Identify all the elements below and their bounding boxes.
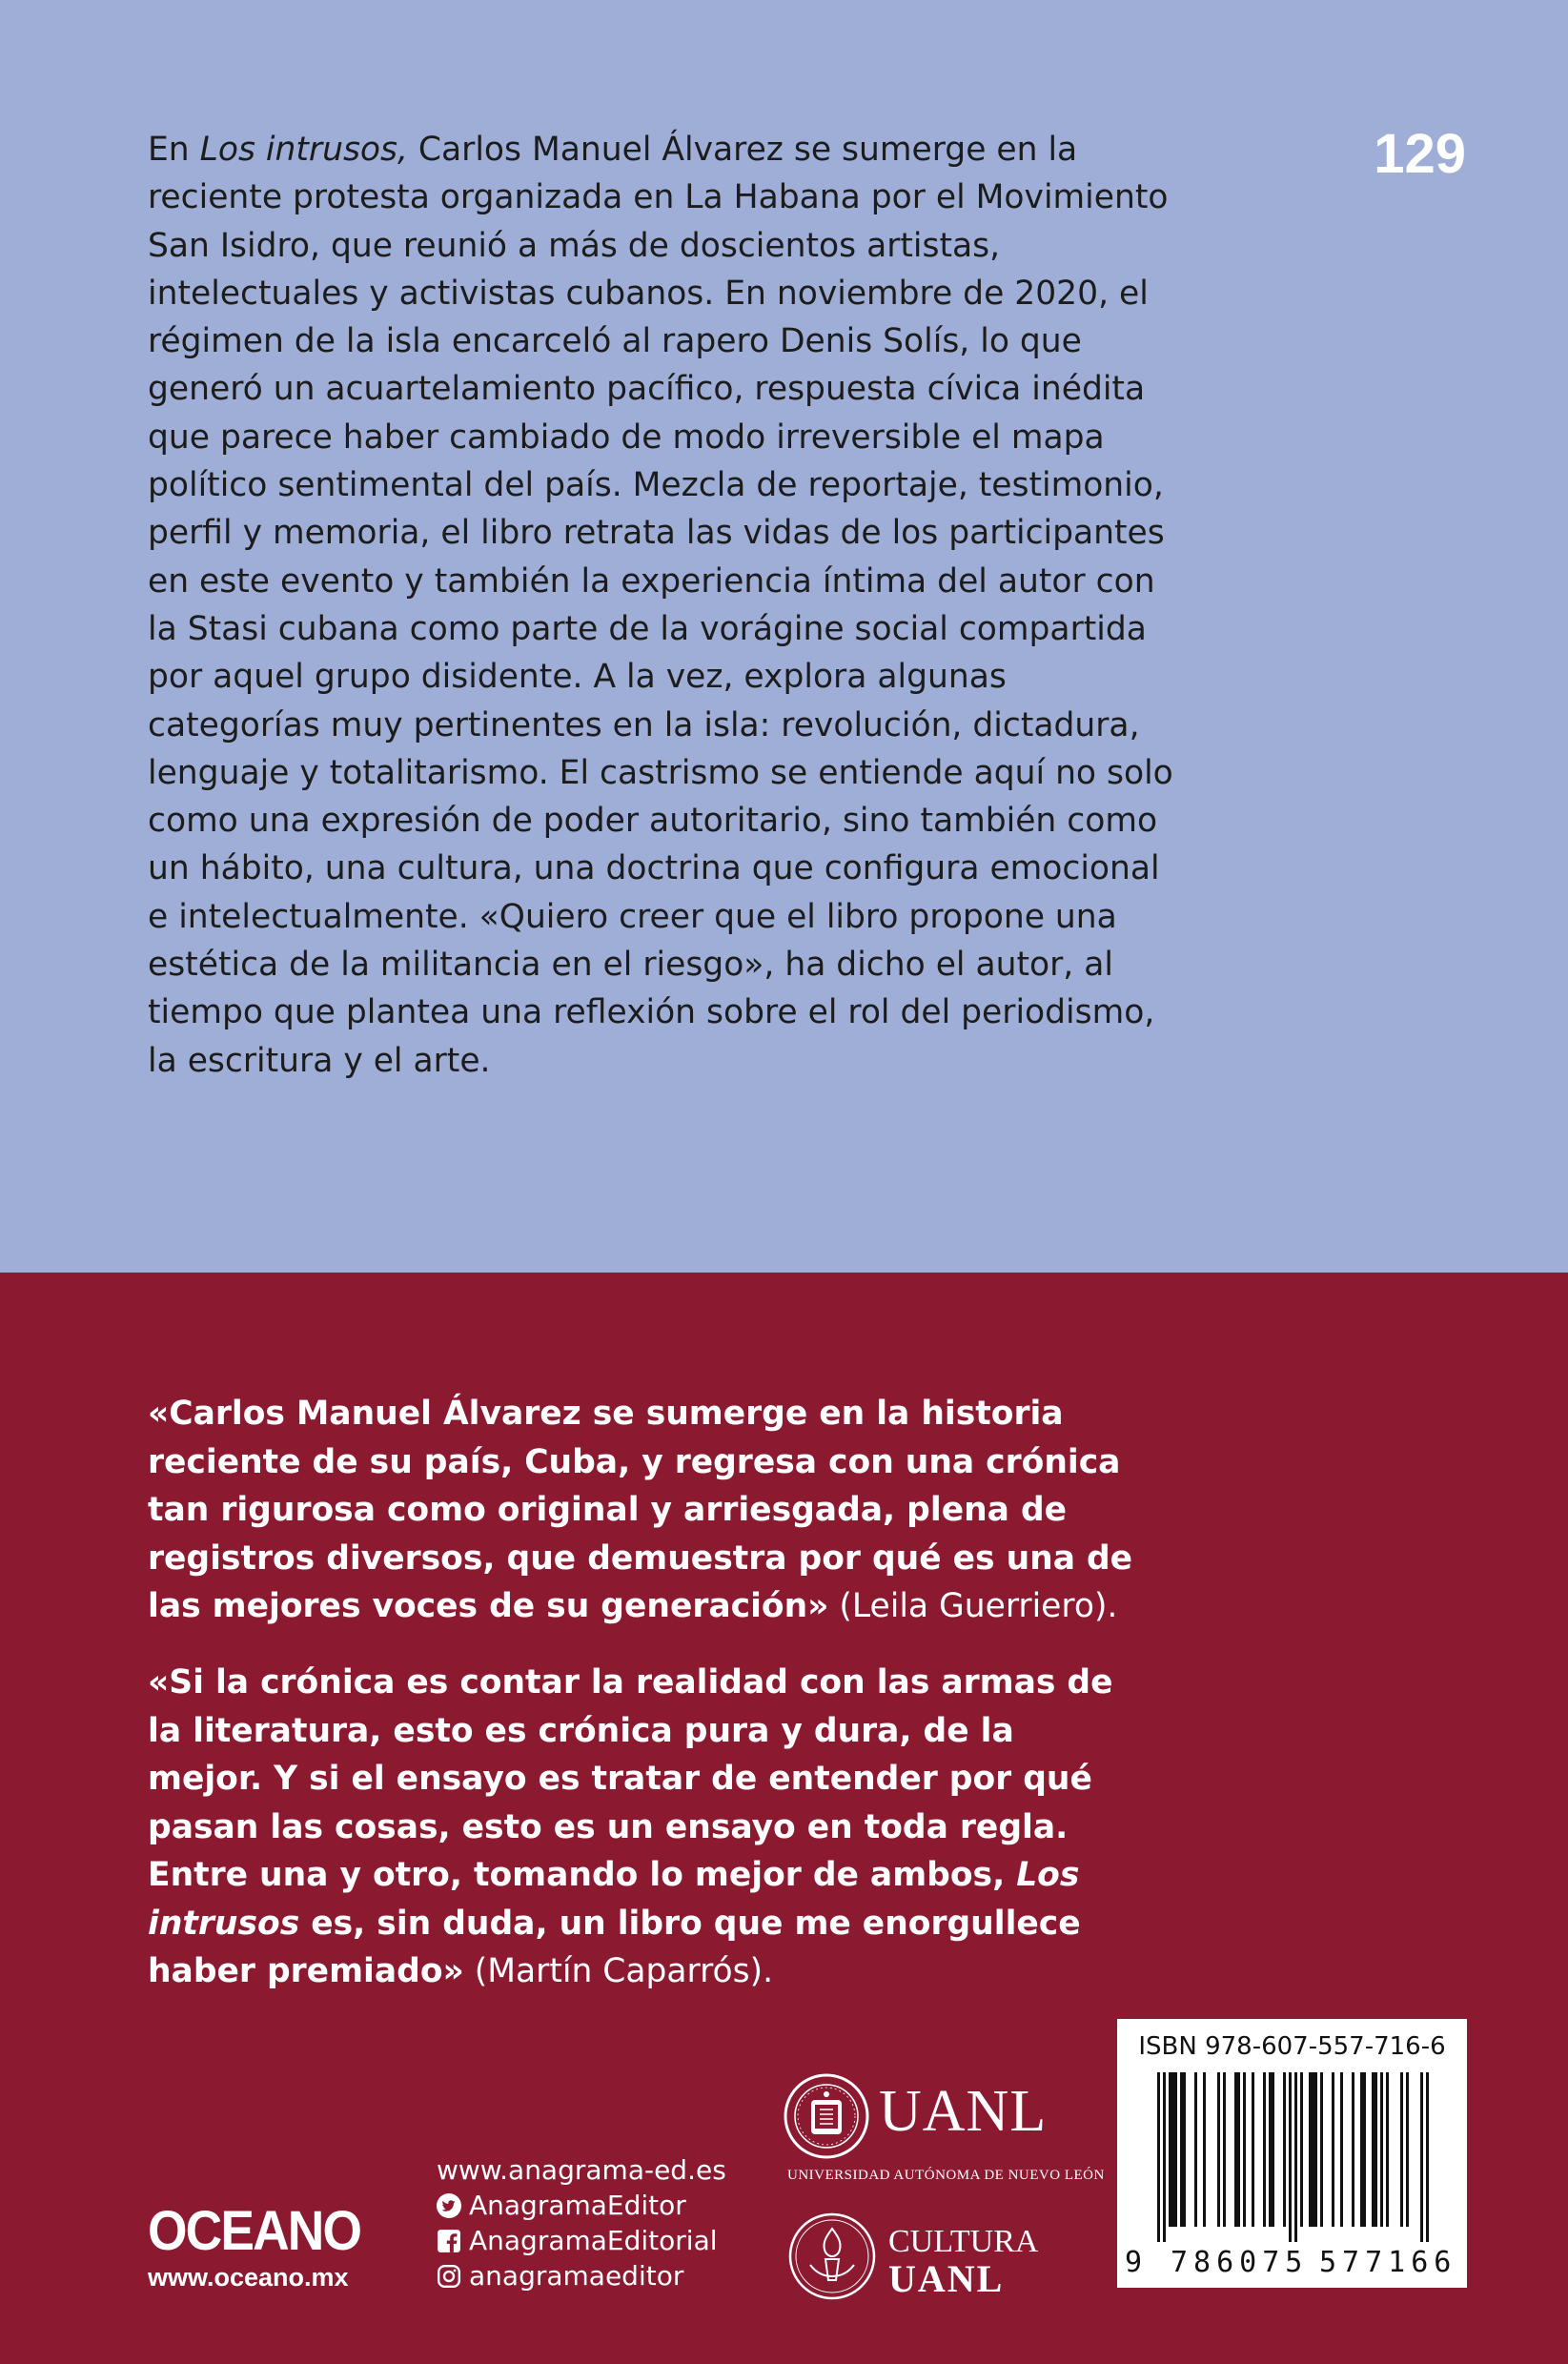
- barcode-bar: [1360, 2072, 1363, 2227]
- quote-text: «Si la crónica es contar la realidad con las armas de la literatura, esto es crónica pura y dura, de la mejor. Y si el ensayo es tratar de entender por qué pasan las cosas, esto es un ensayo en toda regla. Entre una y otro, tomando lo mejor de ambos,: [148, 1663, 1113, 1894]
- synopsis-paragraph: [148, 126, 1177, 1085]
- facebook-icon: [437, 2229, 461, 2253]
- quote-text-end: es, sin duda, un libro que me enorgullece haber premiado»: [148, 1904, 1081, 1990]
- barcode-digits-left: 786075: [1171, 2246, 1309, 2279]
- cultura-word: CULTURA: [888, 2224, 1039, 2259]
- barcode-bar: [1352, 2072, 1354, 2227]
- facebook-link[interactable]: AnagramaEditorial: [437, 2223, 726, 2258]
- website-link[interactable]: www.anagrama-ed.es: [437, 2154, 726, 2186]
- synopsis-lead: En: [148, 131, 200, 169]
- barcode: [1129, 2072, 1456, 2246]
- barcode-bar: [1174, 2072, 1177, 2227]
- barcode-bar: [1269, 2072, 1272, 2227]
- twitter-link[interactable]: AnagramaEditor: [437, 2188, 726, 2223]
- barcode-bar: [1237, 2072, 1240, 2227]
- barcode-guard-bar: [1294, 2072, 1297, 2242]
- barcode-bar: [1386, 2072, 1389, 2227]
- barcode-bar: [1217, 2072, 1220, 2227]
- review-quote-guerriero: [148, 1390, 1139, 1631]
- instagram-link[interactable]: anagramaeditor: [437, 2258, 726, 2293]
- barcode-digit-first: 9: [1125, 2246, 1143, 2279]
- barcode-bar: [1194, 2072, 1197, 2227]
- isbn-label: ISBN 978-607-557-716-6: [1138, 2032, 1446, 2061]
- quote-book-title: Los intrusos: [148, 1856, 1080, 1943]
- barcode-bar: [1300, 2072, 1303, 2227]
- synopsis-body: Carlos Manuel Álvarez se sumerge en la reciente protesta organizada en La Habana por el Movimiento San Isidro, que reunió a más de doscientos artistas, intelectuales y activistas cubanos. En noviembre de 2020, el régimen de la isla encarceló al rapero Denis Solís, lo que generó un acuartelamiento pacífico, respuesta cívica inédita que parece haber cambiado de modo irreversible el mapa político sentimental del país. Mezcla de reportaje, testimonio, perfil y memoria, el libro retrata las vidas de los participantes en este evento y también la experiencia íntima del autor con la Stasi cubana como parte de la vorágine social compartida por aquel grupo disidente. A la vez, explora algunas categorías muy pertinentes en la isla: revolución, dictadura, lenguaje y totalitarismo. El castrismo se entiende aquí no solo como una expresión de poder autoritario, sino también como un hábito, una cultura, una doctrina que configura emocional e intelectualmente. «Quiero creer que el libro propone una estética de la militancia en el riesgo», ha dicho el autor, al tiempo que plantea una reflexión sobre el rol del periodismo, la escritura y el arte.: [148, 131, 1173, 1080]
- barcode-bar: [1309, 2072, 1312, 2227]
- barcode-bar: [1234, 2072, 1237, 2227]
- review-quote-caparros: [148, 1659, 1139, 1996]
- series-number: 129: [1374, 123, 1466, 185]
- barcode-bar: [1400, 2072, 1403, 2227]
- barcode-bar: [1171, 2072, 1174, 2227]
- barcode-bar: [1272, 2072, 1274, 2227]
- barcode-bar: [1363, 2072, 1366, 2227]
- barcode-bar: [1203, 2072, 1206, 2227]
- quote-attribution: (Leila Guerriero).: [828, 1587, 1118, 1625]
- barcode-bar: [1183, 2072, 1186, 2227]
- uanl-seal-icon: [784, 2073, 869, 2159]
- barcode-bar: [1180, 2072, 1183, 2227]
- oceano-logo: OCEANO: [148, 2200, 361, 2262]
- barcode-bar: [1252, 2072, 1254, 2227]
- barcode-guard-bar: [1426, 2072, 1429, 2242]
- barcode-bar: [1314, 2072, 1317, 2227]
- oceano-publisher-block: [148, 2202, 379, 2293]
- barcode-guard-bar: [1289, 2072, 1292, 2242]
- isbn-barcode-block: [1117, 2019, 1467, 2288]
- barcode-guard-bar: [1157, 2072, 1160, 2242]
- barcode-bar: [1243, 2072, 1246, 2227]
- quote-text: «Carlos Manuel Álvarez se sumerge en la historia reciente de su país, Cuba, y regresa con una crónica tan rigurosa como original y arriesgada, plena de registros diversos, que demuestra por qué es una de las mejores voces de su generación»: [148, 1395, 1133, 1625]
- twitter-icon: [437, 2193, 461, 2218]
- barcode-bar: [1223, 2072, 1226, 2227]
- barcode-bar: [1406, 2072, 1409, 2227]
- barcode-bar: [1169, 2072, 1171, 2227]
- barcode-bar: [1372, 2072, 1375, 2227]
- barcode-bar: [1380, 2072, 1383, 2227]
- cultura-uanl-text: UANL: [888, 2257, 1005, 2300]
- quote-attribution: (Martín Caparrós).: [463, 1952, 774, 1990]
- barcode-bar: [1312, 2072, 1314, 2227]
- barcode-bar: [1320, 2072, 1323, 2227]
- barcode-bar: [1283, 2072, 1286, 2227]
- cultura-torch-icon: [787, 2211, 877, 2301]
- barcode-guard-bar: [1163, 2072, 1166, 2242]
- barcode-bar: [1263, 2072, 1266, 2227]
- barcode-guard-bar: [1420, 2072, 1423, 2242]
- barcode-bar: [1375, 2072, 1377, 2227]
- instagram-icon: [437, 2264, 461, 2289]
- synopsis-book-title: Los intrusos,: [199, 131, 408, 169]
- uanl-subtitle: UNIVERSIDAD AUTÓNOMA DE NUEVO LEÓN: [787, 2168, 1105, 2183]
- barcode-bar: [1340, 2072, 1343, 2227]
- oceano-url[interactable]: www.oceano.mx: [148, 2263, 349, 2292]
- uanl-name: UANL: [879, 2079, 1048, 2144]
- barcode-bar: [1332, 2072, 1334, 2227]
- barcode-digits-right: 577166: [1319, 2246, 1457, 2279]
- social-links: [437, 2152, 726, 2293]
